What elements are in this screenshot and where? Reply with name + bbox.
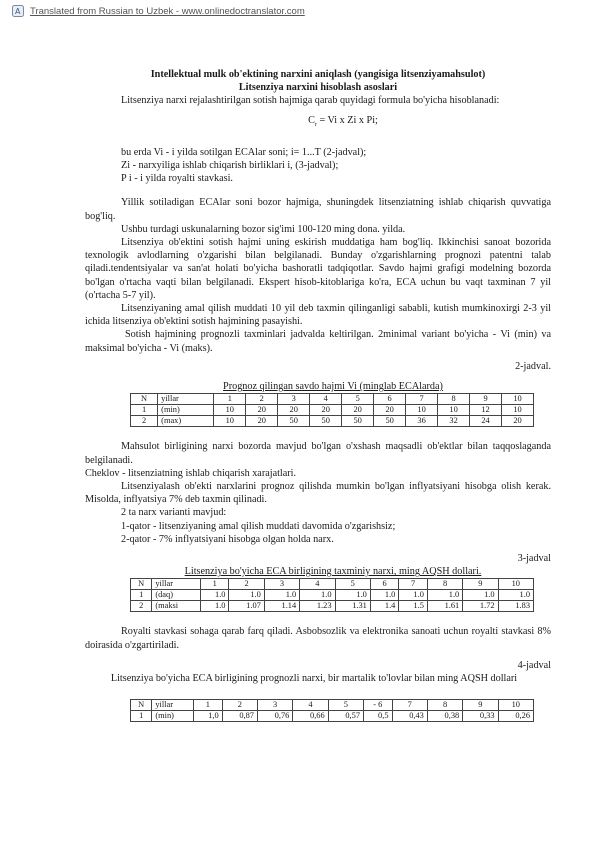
paragraph: bu erda Vi - i yilda sotilgan ECAlar soni; i= 1...T (2-jadval);	[121, 146, 367, 158]
table-row: 1 (daq) 1.0 1.0 1.0 1.0 1.0 1.0 1.0 1.0 1.0 1.0	[131, 590, 534, 601]
table-4	[130, 699, 534, 722]
table-row: 2 (max) 10 20 50 50 50 50 36 32 24 20	[131, 416, 534, 427]
table-row: 1 (min) 10 20 20 20 20 20 10 10 12 10	[131, 405, 534, 416]
translate-icon	[12, 5, 24, 17]
paragraph: 2-qator - 7% inflyatsiyani hisobga olgan holda narx.	[121, 533, 334, 545]
paragraph: 1-qator - litsenziyaning amal qilish muddati davomida o'zgarishsiz;	[121, 520, 396, 532]
paragraph: 2 ta narx varianti mavjud:	[121, 507, 227, 519]
paragraph: Litsenziya ob'ektini sotish hajmi uning eskirish muddatiga ham bog'liq. Ikkinchisi sanoat bozorida texnologik avlodlarning o'zgarishi bilan belgilanadi. Bunday o'zgarishlarning prognozi patentni talab qiladi.tendentsiyalar va san'at holati bo'yicha bashoratli tadqiqotlar. Savdo hajmi grafigi modelning bozorda bo'lgan o'rtacha vaqti bilan belgilanadi. Ekspert hisob-kitoblariga ko'ra, ECA uchun bu vaqt taxminan 7 yil (o'rtacha 5-7 yil).	[85, 237, 551, 301]
paragraph: Cheklov - litsenziatning ishlab chiqarish xarajatlari.	[85, 467, 297, 479]
document-title: Intellektual mulk ob'ektining narxini aniqlash (yangisiga litsenziyamahsulot)	[150, 69, 486, 80]
table-caption: Litsenziya bo'yicha ECA birligining taxminiy narxi, ming AQSH dollari.	[184, 566, 482, 578]
table-caption: Litsenziya bo'yicha ECA birligining prognozli narxi, bir martalik to'lovlar bilan ming AQSH dollari	[110, 672, 518, 684]
paragraph: P i - i yilda royalti stavkasi.	[121, 173, 233, 185]
paragraph: Litsenziyalash ob'ekti narxlarini prognoz qilishda mumkin bo'lgan inflyatsiyani hisobga olish kerak. Misolda, inflyatsiya 7% deb taxmin qilinadi.	[85, 480, 551, 506]
paragraph: Litsenziya narxi rejalashtirilgan sotish hajmiga qarab quyidagi formula bo'yicha hisoblanadi:	[121, 95, 500, 107]
paragraph: Mahsulot birligining narxi bozorda mavjud bo'lgan o'xshash maqsadli ob'ektlar bilan taqqoslaganda belgilanadi.	[85, 441, 551, 466]
document-subtitle: Litsenziya narxini hisoblash asoslari	[238, 82, 398, 94]
paragraph: Yillik sotiladigan ECAlar soni bozor hajmiga, shuningdek litsenziatning ishlab chiqarish quvvatiga bog'liq.	[85, 197, 551, 222]
table-header-row: N yillar 1 2 3 4 5 6 7 8 9 10	[131, 579, 534, 590]
table-row: 2 (maksi 1.0 1.07 1.14 1.23 1.31 1.4 1.5 1.61 1.72 1.83	[131, 601, 534, 612]
paragraph: Royalti stavkasi sohaga qarab farq qiladi. Asbobsozlik va elektronika sanoati uchun royalti stavkasi 8% doirasida o'zgartiriladi.	[85, 626, 551, 651]
table-label: 3-jadval	[517, 552, 551, 564]
table-row: 1 (min) 1,0 0,87 0,76 0,66 0,57 0,5 0,43 0,38 0,33 0,26	[131, 711, 534, 722]
svg-text:A: A	[15, 7, 21, 16]
table-2	[130, 393, 534, 427]
table-label: 4-jadval	[517, 659, 551, 671]
table-header-row: N yillar 1 2 3 4 5 6 7 8 9 10	[131, 394, 534, 405]
table-label: 2-jadval.	[515, 360, 551, 372]
paragraph: Sotish hajmining prognozli taxminlari jadvalda keltirilgan. 2minimal variant bo'yicha - Vi (min) va maksimal bo'yicha - Vi (maks).	[85, 329, 551, 354]
formula: $C_r = Vi$ x Zi x Pi;	[308, 114, 378, 128]
table-3	[130, 578, 534, 612]
paragraph: Litsenziyaning amal qilish muddati 10 yil deb taxmin qilinganligi sababli, kutish mumkinoxirgi 2-3 yil ichida litsenziya ob'ektini sotish hajmining pasayishi.	[85, 303, 551, 328]
translation-banner[interactable]	[12, 5, 305, 17]
banner-link[interactable]: Translated from Russian to Uzbek - www.onlinedoctranslator.com	[30, 5, 305, 17]
paragraph: Zi - narxyiliga ishlab chiqarish birliklari i, (3-jadval);	[121, 160, 339, 172]
table-header-row: N yillar 1 2 3 4 5 - 6 7 8 9 10	[131, 700, 534, 711]
document-body	[85, 68, 551, 722]
table-caption: Prognoz qilingan savdo hajmi Vi (minglab ECAlarda)	[223, 381, 443, 393]
paragraph: Ushbu turdagi uskunalarning bozor sig'imi 100-120 ming dona. yilda.	[121, 223, 406, 235]
